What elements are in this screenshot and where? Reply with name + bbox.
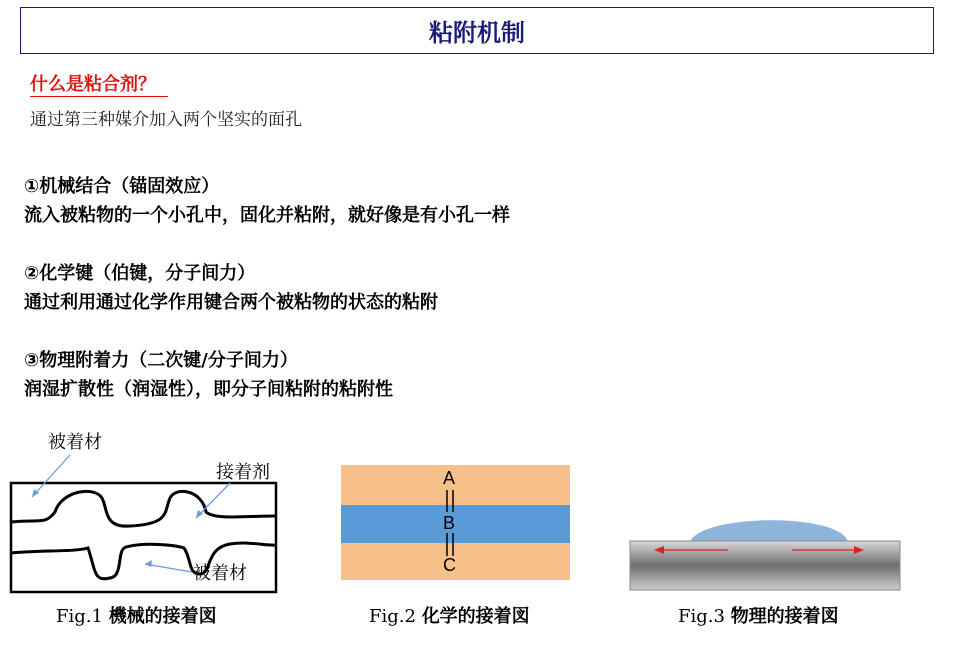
answer-text: 通过第三种媒介加入两个坚实的面孔 [30,110,302,130]
section-heading: ②化学键（伯键，分子间力） [24,263,256,284]
fig1-caption [56,602,217,628]
fig2-label-c: C [443,555,456,575]
question-heading: 什么是粘合剂？ [30,74,168,97]
fig1-label-top: 被着材 [48,432,102,453]
fig3-caption-text: 物理的接着図 [730,606,839,627]
fig1-arrowhead-bottom [145,560,152,567]
fig3-droplet [690,520,848,542]
section-heading: ①机械结合（锚固效应） [24,176,220,197]
fig2-caption-number: Fig.2 [369,606,416,627]
page-title: 粘附机制 [20,7,934,54]
fig2-label-a: A [443,468,456,488]
fig1-upper-interface [11,491,276,526]
fig1-arrow-bottom [145,564,192,572]
fig1-caption-text: 機械的接着図 [108,606,217,627]
fig3-caption-number: Fig.3 [678,606,725,627]
section-text: 润湿扩散性（润湿性），即分子间粘附的粘附性 [24,379,393,400]
fig1-arrow-top [32,455,70,497]
fig1-caption-number: Fig.1 [56,606,103,627]
section-text: 通过利用通过化学作用键合两个被粘物的状态的粘附 [24,292,438,313]
fig3-physical-diagram [630,520,900,590]
fig3-caption [678,602,839,628]
section-heading: ③物理附着力（二次键/分子间力） [24,350,298,371]
fig2-caption [369,602,530,628]
fig2-middle-layer [341,505,570,543]
fig1-label-bottom: 被着材 [193,563,247,584]
fig2-label-b: B [443,513,456,533]
section-text: 流入被粘物的一个小孔中，固化并粘附，就好像是有小孔一样 [24,205,510,226]
fig2-upper-layer [341,465,570,505]
fig2-caption-text: 化学的接着図 [421,606,530,627]
fig1-label-adhesive: 接着剂 [216,462,270,483]
